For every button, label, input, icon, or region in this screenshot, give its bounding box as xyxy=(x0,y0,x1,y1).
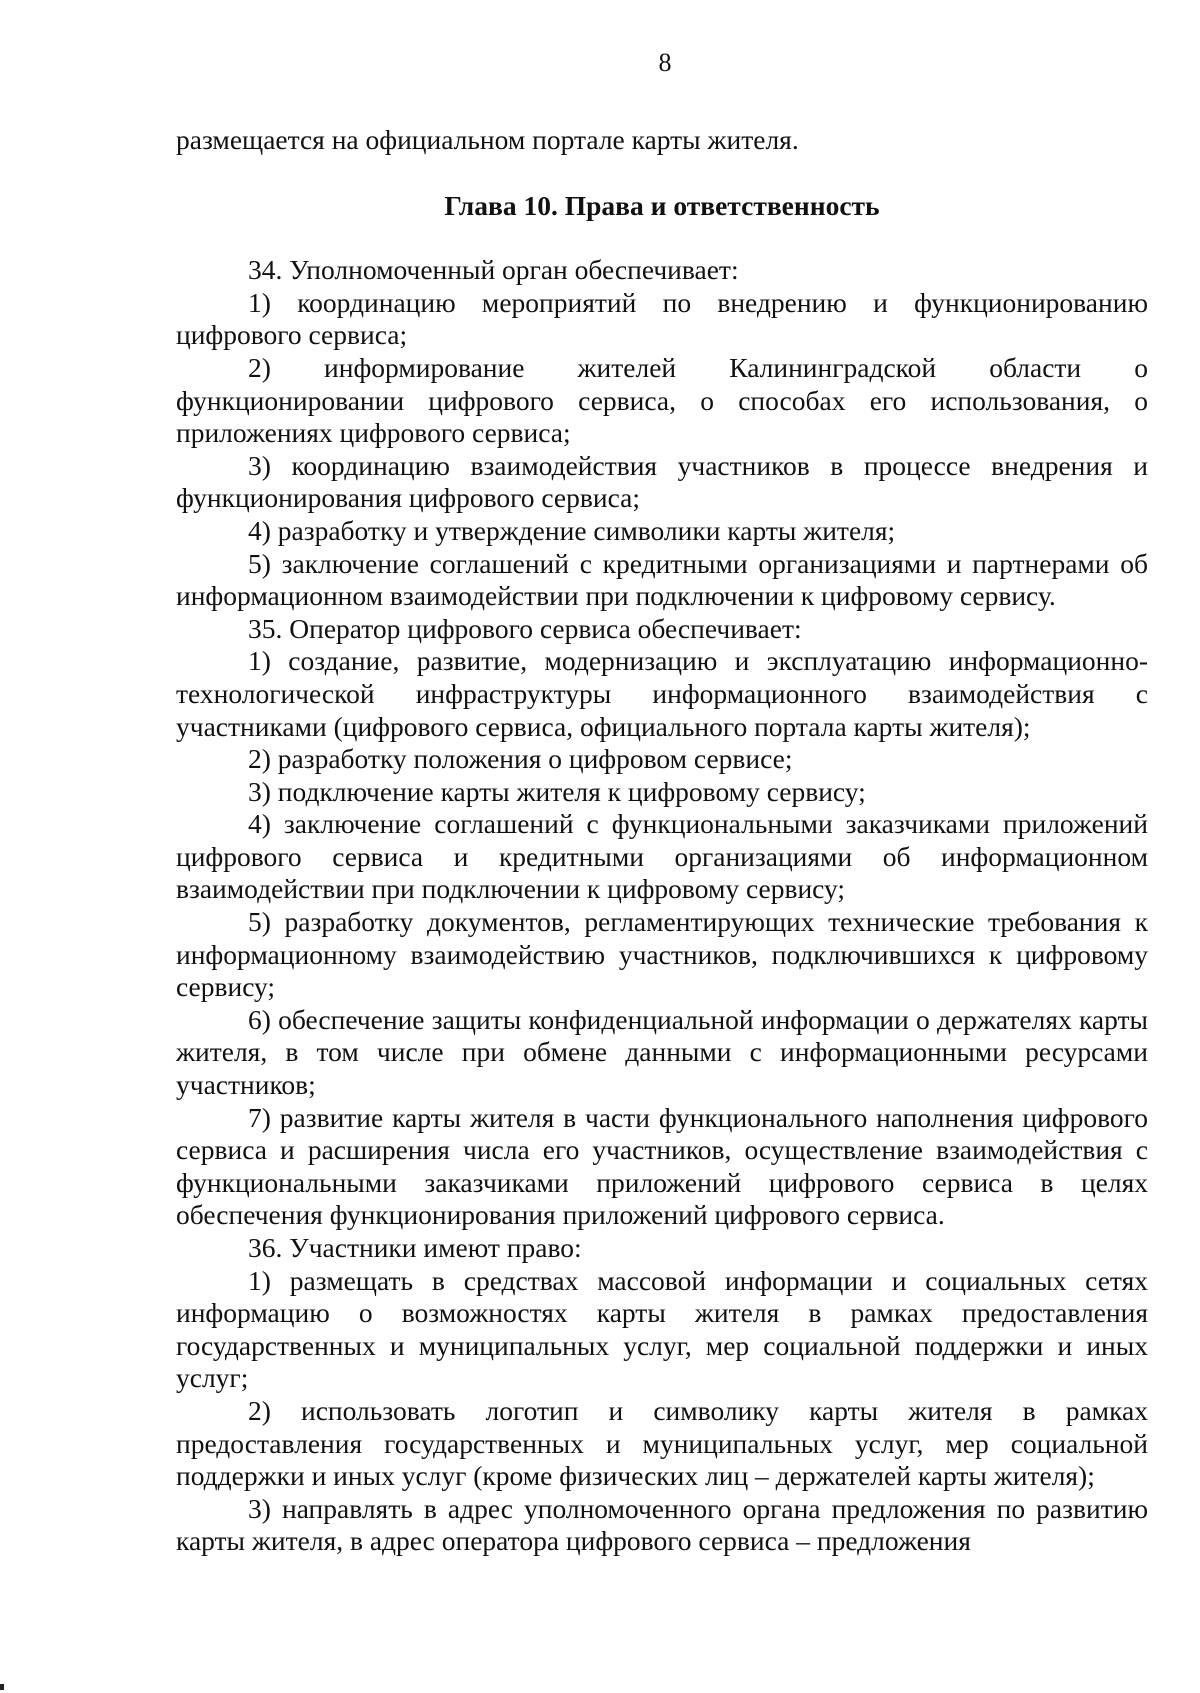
clause-34-item-1: 1) координацию мероприятий по внедрению и функционированию цифрового сервиса; xyxy=(176,286,1148,351)
clause-34: 34. Уполномоченный орган обеспечивает: xyxy=(248,254,739,286)
document-body xyxy=(176,124,1148,1558)
chapter-heading: Глава 10. Права и ответственность xyxy=(444,189,880,221)
clause-36-item-2: 2) использовать логотип и символику карты жителя в рамках предоставления государственных и муниципальных услуг, мер социальной поддержки и иных услуг (кроме физических лиц – держателей карты жителя); xyxy=(176,1394,1148,1492)
clause-35-item-2: 2) разработку положения о цифровом сервисе; xyxy=(248,743,793,775)
clause-35-item-4: 4) заключение соглашений с функциональными заказчиками приложений цифрового сервиса и кредитными организациями об информационном взаимодействии при подключении к цифровому сервису; xyxy=(176,808,1148,905)
continuation-line: размещается на официальном портале карты жителя. xyxy=(176,124,799,155)
clause-36-item-3: 3) направлять в адрес уполномоченного органа предложения по развитию карты жителя, в адрес оператора цифрового сервиса – предложения xyxy=(176,1492,1148,1557)
clause-36: 36. Участники имеют право: xyxy=(248,1232,582,1263)
clause-35-item-7: 7) развитие карты жителя в части функционального наполнения цифрового сервиса и расширения числа его участников, осуществление взаимодействия с функциональными заказчиками приложений цифрового сервиса в целях обеспечения функционирования приложений цифрового сервиса. xyxy=(176,1101,1148,1231)
clause-34-item-5: 5) заключение соглашений с кредитными организациями и партнерами об информационном взаимодействии при подключении к цифровому сервису. xyxy=(176,547,1148,612)
clause-35-item-6: 6) обеспечение защиты конфиденциальной информации о держателях карты жителя, в том числе при обмене данными с информационными ресурсами участников; xyxy=(176,1003,1148,1101)
clause-35-item-1: 1) создание, развитие, модернизацию и эксплуатацию информационно-технологической инфраструктуры информационного взаимодействия с участниками (цифрового сервиса, официального портала карты жителя); xyxy=(176,645,1148,742)
clause-34-item-2: 2) информирование жителей Калининградской области о функционировании цифрового сервиса, о способах его использования, о приложениях цифрового сервиса; xyxy=(176,351,1148,449)
clause-35-item-3: 3) подключение карты жителя к цифровому сервису; xyxy=(248,775,866,807)
clause-36-item-1: 1) размещать в средствах массовой информации и социальных сетях информацию о возможностях карты жителя в рамках предоставления государственных и муниципальных услуг, мер социальной поддержки и иных услуг; xyxy=(176,1264,1148,1394)
clause-35-item-5: 5) разработку документов, регламентирующих технические требования к информационному взаимодействию участников, подключившихся к цифровому сервису; xyxy=(176,906,1148,1003)
scan-artifact xyxy=(0,1684,4,1690)
clause-34-item-4: 4) разработку и утверждение символики карты жителя; xyxy=(248,514,896,546)
clause-34-item-3: 3) координацию взаимодействия участников в процессе внедрения и функционирования цифрового сервиса; xyxy=(176,449,1148,514)
clause-35: 35. Оператор цифрового сервиса обеспечивает: xyxy=(248,612,802,644)
page-number: 8 xyxy=(658,48,672,77)
